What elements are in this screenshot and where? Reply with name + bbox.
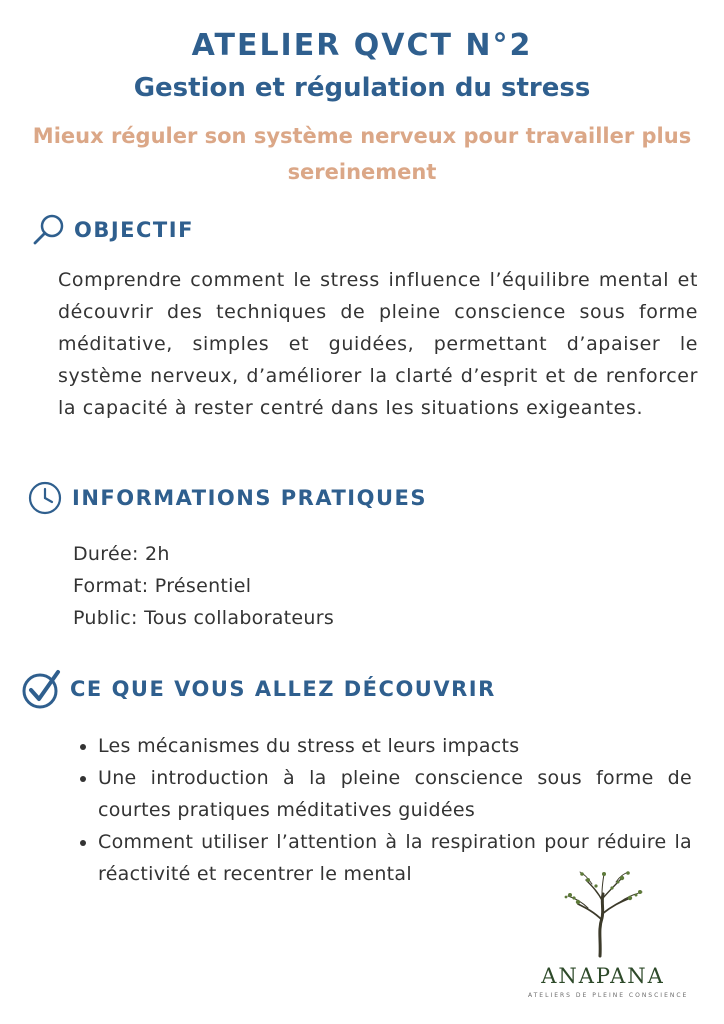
discover-item: • Les mécanismes du stress et leurs impacts — [98, 730, 692, 762]
discover-heading-row — [22, 668, 496, 710]
logo-tagline: ATELIERS DE PLEINE CONSCIENCE — [528, 992, 689, 999]
anapana-logo — [528, 868, 689, 999]
discover-list — [72, 730, 692, 890]
page-subtitle: Gestion et régulation du stress — [133, 73, 591, 103]
tree-icon — [558, 868, 648, 962]
discover-heading: CE QUE VOUS ALLEZ DÉCOUVRIR — [70, 677, 496, 701]
logo-name: ANAPANA — [541, 964, 665, 988]
objective-heading-row — [32, 214, 194, 246]
discover-item: • Une introduction à la pleine conscience sous forme de courtes pratiques méditatives guidées — [98, 762, 692, 826]
practical-heading-row — [28, 481, 427, 515]
discover-item: • Comment utiliser l’attention à la respiration pour réduire la réactivité et recentrer le mental — [98, 826, 692, 890]
check-circle-icon — [22, 668, 62, 710]
practical-item-format: Format: Présentiel — [73, 575, 252, 597]
objective-text: Comprendre comment le stress influence l’équilibre mental et découvrir des techniques de pleine conscience sous forme méditative, simples et guidées, permettant d’apaiser le système nerveux, d’améliorer la clarté d’esprit et de renforcer la capacité à rester centré dans les situations exigeantes. — [58, 269, 698, 419]
objective-heading: OBJECTIF — [74, 218, 194, 242]
practical-list — [73, 538, 334, 634]
practical-heading: INFORMATIONS PRATIQUES — [72, 486, 427, 510]
practical-item-audience: Public: Tous collaborateurs — [73, 607, 335, 629]
page-title: ATELIER QVCT N°2 — [191, 28, 533, 63]
clock-icon — [28, 481, 62, 515]
practical-item-duration: Durée: 2h — [73, 543, 170, 565]
page-tagline: Mieux réguler son système nerveux pour travailler plus sereinement — [32, 124, 692, 184]
magnifier-icon — [32, 214, 66, 246]
